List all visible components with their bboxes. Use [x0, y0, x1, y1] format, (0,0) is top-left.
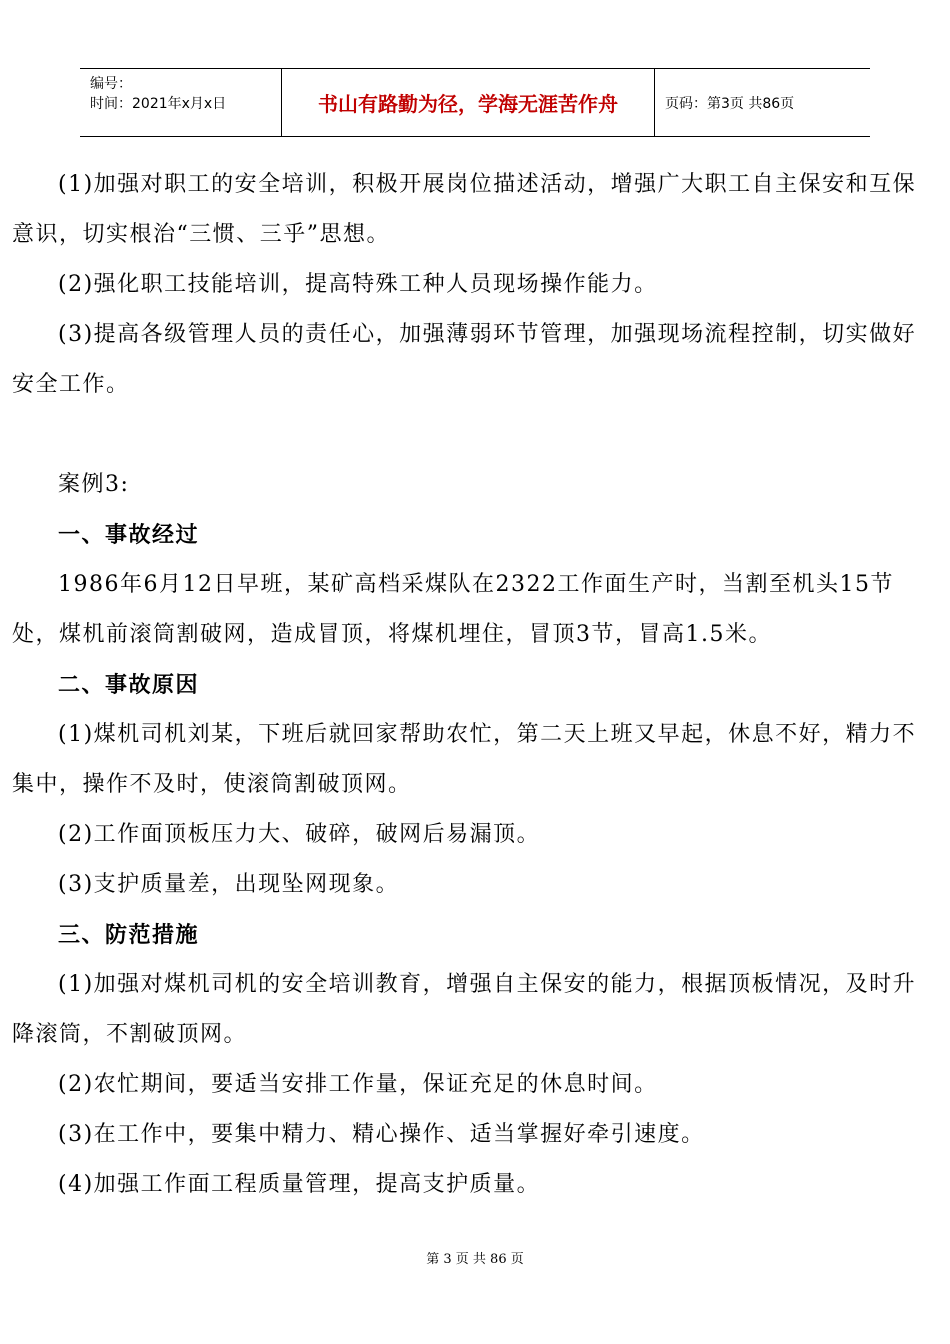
page-footer: 第 3 页 共 86 页: [426, 1252, 524, 1267]
paragraph: (1)加强对煤机司机的安全培训教育，增强自主保安的能力，根据顶板情况，及时升降滚筒，不割破顶网。: [12, 972, 917, 1047]
section-heading: 三、防范措施: [58, 922, 200, 948]
paragraph: 1986年6月12日早班，某矿高档采煤队在2322工作面生产时，当割至机头15节处，煤机前滚筒割破网，造成冒顶，将煤机埋住，冒顶3节，冒高1.5米。: [12, 572, 894, 647]
header-page-label: 页码：第3页 共86页: [665, 95, 795, 112]
time-label: 时间：2021年x月x日: [90, 96, 227, 112]
paragraph: (1)加强对职工的安全培训，积极开展岗位描述活动，增强广大职工自主保安和互保意识，切实根治“三惯、三乎”思想。: [12, 172, 917, 247]
paragraph: (2)强化职工技能培训，提高特殊工种人员现场操作能力。: [58, 272, 658, 297]
paragraph: (1)煤机司机刘某，下班后就回家帮助农忙，第二天上班又早起，休息不好，精力不集中，操作不及时，使滚筒割破顶网。: [12, 722, 917, 797]
header-motto: 书山有路勤为径，学海无涯苦作舟: [282, 69, 655, 136]
paragraph: (3)提高各级管理人员的责任心，加强薄弱环节管理，加强现场流程控制，切实做好安全工作。: [12, 322, 917, 397]
page-header: [80, 68, 870, 137]
paragraph: (4)加强工作面工程质量管理，提高支护质量。: [58, 1172, 541, 1197]
number-label: 编号：: [90, 76, 132, 92]
paragraph: 案例3:: [58, 472, 130, 497]
section-heading: 二、事故原因: [58, 672, 200, 698]
section-heading: 一、事故经过: [58, 522, 200, 548]
header-meta: [80, 69, 282, 136]
paragraph: (3)在工作中，要集中精力、精心操作、适当掌握好牵引速度。: [58, 1122, 705, 1147]
document-body: [12, 160, 934, 1210]
paragraph: (2)农忙期间，要适当安排工作量，保证充足的休息时间。: [58, 1072, 658, 1097]
paragraph: (3)支护质量差，出现坠网现象。: [58, 872, 400, 897]
paragraph: (2)工作面顶板压力大、破碎，破网后易漏顶。: [58, 822, 541, 847]
blank-line: [12, 410, 934, 460]
